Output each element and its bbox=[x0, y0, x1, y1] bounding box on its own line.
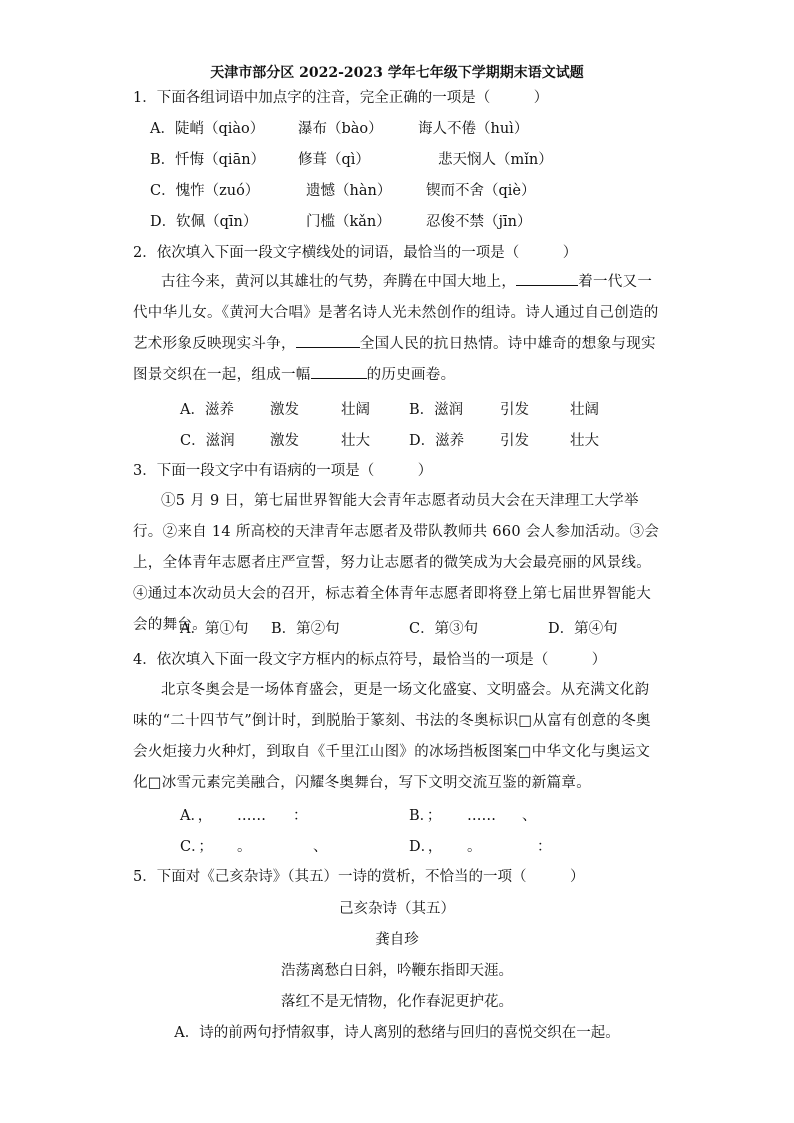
q1-option-a-2: 瀑布（bào） bbox=[298, 121, 383, 137]
poem-line-2: 落红不是无情物，化作春泥更护花。 bbox=[281, 994, 513, 1010]
question-3-stem: 3．下面一段文字中有语病的一项是（ ） bbox=[133, 463, 433, 479]
q2-option-b-2: 引发 bbox=[500, 402, 529, 418]
q2-passage-part-3: 全国人民的抗日热情。诗中雄奇的想象与现实图景交织在一起，组成一幅 bbox=[133, 336, 656, 383]
question-3-passage bbox=[133, 486, 663, 641]
q2-option-c-2: 激发 bbox=[270, 433, 299, 449]
q2-option-a-1: A．滋养 bbox=[180, 402, 234, 418]
q4-option-a-3: ： bbox=[293, 808, 308, 824]
q2-option-b-1: B．滋润 bbox=[409, 402, 464, 418]
q4-option-c-3: 、 bbox=[313, 839, 328, 855]
q1-option-b-3: 悲天悯人（mǐn） bbox=[438, 152, 553, 168]
q2-passage-part-4: 的历史画卷。 bbox=[366, 367, 456, 383]
fill-blank-1 bbox=[516, 271, 578, 286]
q4-option-b-3: 、 bbox=[522, 808, 537, 824]
q4-option-b-2: …… bbox=[467, 808, 496, 824]
q2-option-d-2: 引发 bbox=[500, 433, 529, 449]
q4-option-b-1: B．； bbox=[409, 808, 442, 824]
q1-option-c-1: C．愧怍（zuó） bbox=[150, 183, 260, 199]
q4-option-a-2: …… bbox=[237, 808, 266, 824]
q2-option-c-3: 壮大 bbox=[341, 433, 370, 449]
q1-option-d-1: D．钦佩（qīn） bbox=[150, 214, 258, 230]
q2-option-c-1: C．滋润 bbox=[180, 433, 235, 449]
question-5-stem: 5．下面对《己亥杂诗》（其五）一诗的赏析，不恰当的一项（ ） bbox=[133, 869, 585, 885]
q4-option-a-1: A．， bbox=[180, 808, 213, 824]
q3-option-d: D．第④句 bbox=[548, 621, 618, 637]
question-2-passage bbox=[133, 267, 663, 391]
q4-option-d-3: ： bbox=[537, 839, 552, 855]
fill-blank-3 bbox=[311, 364, 367, 379]
q1-option-a-3: 诲人不倦（huì） bbox=[418, 121, 529, 137]
q4-option-c-1: C．； bbox=[180, 839, 213, 855]
question-4-passage bbox=[133, 675, 663, 799]
q4-passage-text: 北京冬奥会是一场体育盛会，更是一场文化盛宴、文明盛会。从充满文化韵味的“二十四节气”倒计时，到脱胎于篆刻、书法的冬奥标识□从富有创意的冬奥会火炬接力火种灯，到取自《千里江山图》的冰场挡板图案□中华文化与奥运文化□冰雪元素完美融合，闪耀冬奥舞台，写下文明交流互鉴的新篇章。 bbox=[133, 682, 651, 791]
fill-blank-2 bbox=[296, 333, 360, 348]
question-4-stem: 4．依次填入下面一段文字方框内的标点符号，最恰当的一项是（ ） bbox=[133, 652, 607, 668]
q3-passage-text: ①5 月 9 日，第七届世界智能大会青年志愿者动员大会在天津理工大学举行。②来自 14 所高校的天津青年志愿者及带队教师共 660 会人参加活动。③会上，全体青年志愿者庄严宣誓，努力让志愿者的微笑成为大会最亮丽的风景线。④通过本次动员大会的召开，标志着全体青年志愿者即将登上第七届世界智能大会的舞台。 bbox=[133, 493, 660, 633]
q2-option-a-3: 壮阔 bbox=[341, 402, 370, 418]
q3-option-c: C．第③句 bbox=[409, 621, 479, 637]
q3-option-b: B．第②句 bbox=[271, 621, 340, 637]
q2-passage-part-1: 古往今来，黄河以其雄壮的气势，奔腾在中国大地上， bbox=[161, 274, 517, 290]
q3-option-a: A．第①句 bbox=[180, 621, 249, 637]
q4-option-c-2: 。 bbox=[237, 839, 252, 855]
q2-option-d-1: D．滋养 bbox=[409, 433, 465, 449]
q1-option-a-1: A．陡峭（qiào） bbox=[150, 121, 265, 137]
q2-option-b-3: 壮阔 bbox=[570, 402, 599, 418]
poem-line-1: 浩荡离愁白日斜，吟鞭东指即天涯。 bbox=[281, 963, 513, 979]
q2-option-d-3: 壮大 bbox=[570, 433, 599, 449]
q2-option-a-2: 激发 bbox=[270, 402, 299, 418]
question-1-stem: 1．下面各组词语中加点字的注音，完全正确的一项是（ ） bbox=[133, 90, 549, 106]
poem-author: 龚自珍 bbox=[375, 932, 419, 948]
q1-option-c-3: 锲而不舍（qiè） bbox=[426, 183, 536, 199]
q5-option-a: A．诗的前两句抒情叙事，诗人离别的愁绪与回归的喜悦交织在一起。 bbox=[174, 1025, 620, 1041]
q1-option-d-3: 忍俊不禁（jīn） bbox=[426, 214, 532, 230]
q2-passage-part-2: 着一代又一代中华儿女。《黄河大合唱》是著名诗人光未然创作的组诗。诗人通过自己创造的艺术形象反映现实斗争， bbox=[133, 274, 659, 352]
q1-option-b-1: B．忏悔（qiān） bbox=[150, 152, 266, 168]
question-2-stem: 2．依次填入下面一段文字横线处的词语，最恰当的一项是（ ） bbox=[133, 245, 578, 261]
q1-option-c-2: 遗憾（hàn） bbox=[306, 183, 392, 199]
q1-option-d-2: 门槛（kǎn） bbox=[306, 214, 391, 230]
q4-option-d-1: D．， bbox=[409, 839, 443, 855]
q1-option-b-2: 修葺（qì） bbox=[298, 152, 370, 168]
q4-option-d-2: 。 bbox=[467, 839, 482, 855]
poem-title: 己亥杂诗（其五） bbox=[339, 901, 455, 917]
page-title: 天津市部分区 2022-2023 学年七年级下学期期末语文试题 bbox=[210, 65, 584, 81]
